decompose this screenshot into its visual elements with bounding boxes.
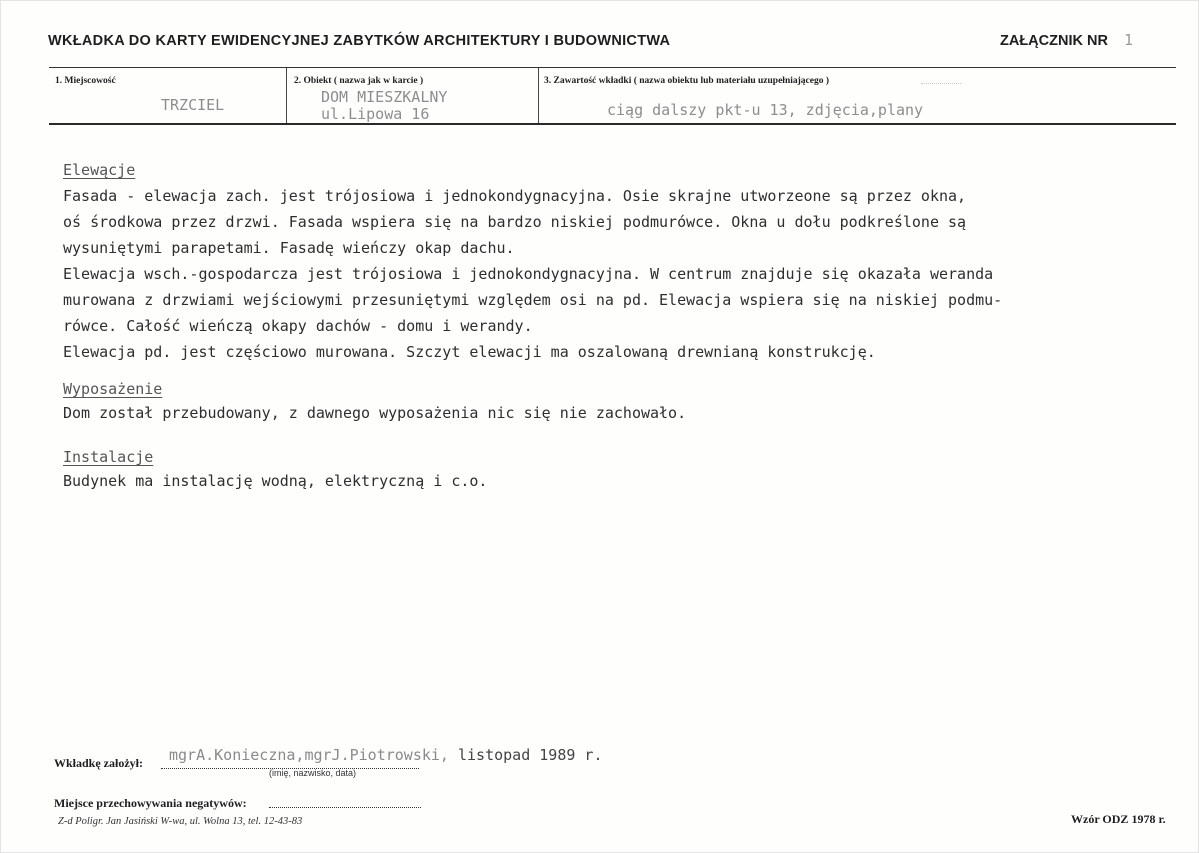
elevations-heading: Elewącje — [63, 161, 136, 179]
form-title: WKŁADKA DO KARTY EWIDENCYJNEJ ZABYTKÓW ARCHITEKTURY I BUDOWNICTWA — [48, 33, 671, 49]
founded-by-date: listopad 1989 r. — [458, 746, 603, 764]
attachment-number-block — [1000, 31, 1133, 49]
elevations-line: oś środkowa przez drzwi. Fasada wspiera się na bardzo niskiej podmurówce. Okna u dołu podkreślone są — [63, 213, 967, 231]
location-value: TRZCIEL — [161, 96, 225, 114]
contents-value: ciąg dalszy pkt-u 13, zdjęcia,plany — [607, 101, 924, 119]
founded-by-value — [169, 746, 603, 764]
printer-imprint: Z-d Poligr. Jan Jasiński W-wa, ul. Wolna 13, tel. 12-43-83 — [58, 816, 303, 827]
location-label: 1. Miejscowość — [55, 76, 116, 86]
object-label: 2. Obiekt ( nazwa jak w karcie ) — [294, 76, 424, 86]
header-bottom-rule — [49, 123, 1176, 125]
elevations-line: Elewacja wsch.-gospodarcza jest trójosiowa i jednokondygnacyjna. W centrum znajduje się okazała weranda — [63, 265, 994, 283]
header-column-divider-2 — [538, 68, 539, 125]
section-elevations — [63, 157, 1002, 365]
installations-heading: Instalacje — [63, 448, 154, 466]
founded-by-label: Wkładkę założył: — [54, 756, 143, 770]
object-value-line-1: DOM MIESZKALNY — [321, 88, 448, 106]
elevations-line: Elewacja pd. jest częściowo murowana. Szczyt elewacji ma oszalowaną drewnianą konstrukcję. — [63, 343, 876, 361]
section-installations — [63, 445, 487, 493]
header-column-divider-1 — [286, 68, 287, 125]
founded-by-caption: (imię, nazwisko, data) — [269, 768, 357, 778]
faint-dotted-mark — [921, 83, 961, 84]
object-value — [321, 89, 447, 123]
object-value-line-2: ul.Lipowa 16 — [321, 105, 430, 123]
founded-by-authors: mgrA.Konieczna,mgrJ.Piotrowski, — [169, 746, 449, 764]
negatives-location-label: Miejsce przechowywania negatywów: — [54, 796, 247, 810]
elevations-line: rówce. Całość wieńczą okapy dachów - domu i werandy. — [63, 317, 533, 335]
elevations-line: murowana z drzwiami wejściowymi przesuniętymi względem osi na pd. Elewacja wspiera się na niskiej podmu- — [63, 291, 1003, 309]
installations-line: Budynek ma instalację wodną, elektryczną i c.o. — [63, 472, 488, 490]
form-number: Wzór ODZ 1978 r. — [1071, 812, 1166, 826]
equipment-line: Dom został przebudowany, z dawnego wyposażenia nic się nie zachowało. — [63, 404, 687, 422]
elevations-line: wysuniętymi parapetami. Fasadę wieńczy okap dachu. — [63, 239, 515, 257]
contents-label: 3. Zawartość wkładki ( nazwa obiektu lub materiału uzupełniającego ) — [544, 76, 830, 86]
elevations-line: Fasada - elewacja zach. jest trójosiowa i jednokondygnacyjna. Osie skrajne utworzeone są przez okna, — [63, 187, 967, 205]
equipment-heading: Wyposażenie — [63, 380, 163, 398]
header-top-rule — [49, 67, 1176, 68]
attachment-number: 1 — [1123, 31, 1133, 49]
negatives-location-dotted-line — [269, 807, 421, 808]
attachment-label: ZAŁĄCZNIK NR — [1000, 33, 1108, 49]
section-equipment — [63, 377, 686, 425]
